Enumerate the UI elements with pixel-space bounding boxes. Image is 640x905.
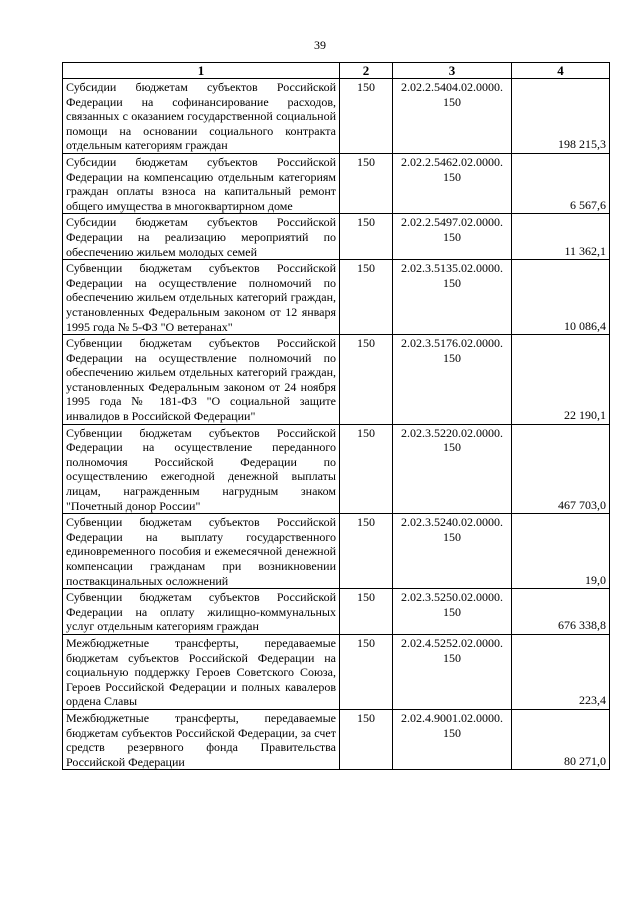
row-classification-code: 2.02.3.5220.02.0000. 150 [393, 424, 512, 514]
row-classification-code: 2.02.3.5250.02.0000. 150 [393, 589, 512, 635]
row-description: Субвенции бюджетам субъектов Российской Федерации на осуществление переданного полномочия Российской Федерации по осуществлению ежегодной денежной выплаты лицам, награжденным нагрудным знаком "Почетный донор России" [63, 424, 340, 514]
row-description: Субсидии бюджетам субъектов Российской Федерации на реализацию мероприятий по обеспечению жильем молодых семей [63, 214, 340, 260]
row-amount: 676 338,8 [512, 589, 610, 635]
row-code: 150 [340, 153, 393, 213]
table-row [63, 260, 610, 335]
row-classification-code: 2.02.3.5135.02.0000. 150 [393, 260, 512, 335]
table-row [63, 634, 610, 709]
page-number: 39 [314, 38, 326, 52]
column-header-4: 4 [512, 63, 610, 79]
row-description: Субсидии бюджетам субъектов Российской Федерации на софинансирование расходов, связанных с оказанием государственной социальной помощи на основании социального контракта отдельным категориям граждан [63, 79, 340, 154]
table-row [63, 424, 610, 514]
row-code: 150 [340, 214, 393, 260]
row-amount: 198 215,3 [512, 79, 610, 154]
row-amount: 19,0 [512, 514, 610, 589]
row-classification-code: 2.02.2.5497.02.0000. 150 [393, 214, 512, 260]
row-code: 150 [340, 335, 393, 425]
table-row [63, 79, 610, 154]
table-row [63, 709, 610, 769]
column-header-2: 2 [340, 63, 393, 79]
column-header-1: 1 [63, 63, 340, 79]
table-header-row [63, 63, 610, 79]
row-classification-code: 2.02.3.5176.02.0000. 150 [393, 335, 512, 425]
row-code: 150 [340, 589, 393, 635]
row-classification-code: 2.02.3.5240.02.0000. 150 [393, 514, 512, 589]
budget-table [62, 62, 610, 770]
row-amount: 10 086,4 [512, 260, 610, 335]
row-amount: 223,4 [512, 634, 610, 709]
table-row [63, 214, 610, 260]
table-row [63, 589, 610, 635]
row-classification-code: 2.02.4.9001.02.0000. 150 [393, 709, 512, 769]
table-row [63, 153, 610, 213]
row-code: 150 [340, 424, 393, 514]
row-amount: 6 567,6 [512, 153, 610, 213]
row-description: Субвенции бюджетам субъектов Российской Федерации на оплату жилищно-коммунальных услуг отдельным категориям граждан [63, 589, 340, 635]
row-amount: 22 190,1 [512, 335, 610, 425]
row-description: Субвенции бюджетам субъектов Российской Федерации на выплату государственного единовременного пособия и ежемесячной денежной компенсации гражданам при возникновении поствакцинальных осложнений [63, 514, 340, 589]
row-code: 150 [340, 709, 393, 769]
row-description: Субсидии бюджетам субъектов Российской Федерации на компенсацию отдельным категориям граждан оплаты взноса на капитальный ремонт общего имущества в многоквартирном доме [63, 153, 340, 213]
column-header-3: 3 [393, 63, 512, 79]
row-code: 150 [340, 79, 393, 154]
row-amount: 80 271,0 [512, 709, 610, 769]
row-classification-code: 2.02.2.5404.02.0000. 150 [393, 79, 512, 154]
row-code: 150 [340, 514, 393, 589]
table-row [63, 514, 610, 589]
row-code: 150 [340, 634, 393, 709]
row-code: 150 [340, 260, 393, 335]
table-row [63, 335, 610, 425]
row-amount: 467 703,0 [512, 424, 610, 514]
row-classification-code: 2.02.4.5252.02.0000. 150 [393, 634, 512, 709]
row-amount: 11 362,1 [512, 214, 610, 260]
row-description: Межбюджетные трансферты, передаваемые бюджетам субъектов Российской Федерации, за счет средств резервного фонда Правительства Российской Федерации [63, 709, 340, 769]
row-description: Межбюджетные трансферты, передаваемые бюджетам субъектов Российской Федерации на социальную поддержку Героев Советского Союза, Героев Российской Федерации и полных кавалеров ордена Славы [63, 634, 340, 709]
row-description: Субвенции бюджетам субъектов Российской Федерации на осуществление полномочий по обеспечению жильем отдельных категорий граждан, установленных Федеральным законом от 24 ноября 1995 года № 181-ФЗ "О социальной защите инвалидов в Российской Федерации" [63, 335, 340, 425]
row-classification-code: 2.02.2.5462.02.0000. 150 [393, 153, 512, 213]
row-description: Субвенции бюджетам субъектов Российской Федерации на осуществление полномочий по обеспечению жильем отдельных категорий граждан, установленных Федеральным законом от 12 января 1995 года № 5-ФЗ "О ветеранах" [63, 260, 340, 335]
